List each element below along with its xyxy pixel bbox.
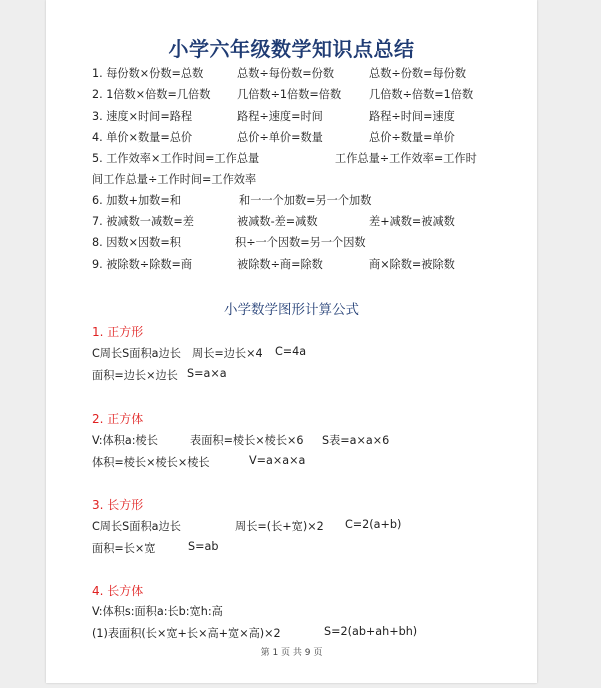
formula-text: (1)表面积(长×宽+长×高+宽×高)×2	[92, 627, 281, 640]
section-line	[92, 518, 512, 534]
section-heading: 4. 长方体	[92, 584, 144, 598]
formula-text: 总数÷份数=每份数	[369, 67, 467, 80]
formula-text: 周长=(长+宽)×2	[235, 520, 324, 533]
formula-text: 几倍数÷倍数=1倍数	[369, 88, 474, 101]
formula-text: V:体积s:面积a:长b:宽h:高	[92, 605, 223, 618]
formula-text: 1. 每份数×份数=总数	[92, 67, 204, 80]
formula-text: 总数÷每份数=份数	[237, 67, 335, 80]
formula-text: S表=a×a×6	[322, 434, 390, 447]
section-line	[92, 345, 512, 361]
formula-text: 体积=棱长×棱长×棱长	[92, 456, 210, 469]
formula-text: S=ab	[188, 540, 219, 553]
formula-text: 面积=长×宽	[92, 542, 156, 555]
section-line	[92, 432, 512, 448]
formula-text: 6. 加数+加数=和	[92, 194, 181, 207]
formula-text: C周长S面积a边长	[92, 347, 181, 360]
formula-text: 间工作总量÷工作时间=工作效率	[92, 173, 257, 186]
formula-text: 9. 被除数÷除数=商	[92, 258, 193, 271]
formula-text: 几倍数÷1倍数=倍数	[237, 88, 342, 101]
formula-text: 被减数-差=减数	[237, 215, 318, 228]
section-line	[92, 367, 512, 383]
formula-text: 差+减数=被减数	[369, 215, 455, 228]
formula-text: 商×除数=被除数	[369, 258, 455, 271]
document-page	[46, 0, 537, 683]
section-heading: 3. 长方形	[92, 498, 144, 512]
page-title: 小学六年级数学知识点总结	[168, 37, 415, 61]
page-footer: 第 1 页 共 9 页	[260, 648, 323, 658]
section-heading: 1. 正方形	[92, 325, 144, 339]
formula-text: 和一一个加数=另一个加数	[239, 194, 372, 207]
formula-text: 路程÷速度=时间	[237, 110, 323, 123]
formula-text: 表面积=棱长×棱长×6	[190, 434, 304, 447]
formula-text: 7. 被减数一减数=差	[92, 215, 194, 228]
formula-text: 3. 速度×时间=路程	[92, 110, 193, 123]
formula-text: V=a×a×a	[249, 454, 306, 467]
formula-text: 积÷一个因数=另一个因数	[235, 236, 366, 249]
formula-text: V:体积a:棱长	[92, 434, 158, 447]
section-line	[92, 625, 512, 641]
formula-text: C=2(a+b)	[345, 518, 402, 531]
formula-text: 路程÷时间=速度	[369, 110, 455, 123]
formula-text: 总价÷单价=数量	[237, 131, 323, 144]
formula-text: 工作总量÷工作效率=工作时	[335, 152, 477, 165]
formula-text: 8. 因数×因数=积	[92, 236, 181, 249]
formula-text: 总价÷数量=单价	[369, 131, 455, 144]
formula-text: C周长S面积a边长	[92, 520, 181, 533]
section-line	[92, 603, 512, 619]
section-line	[92, 540, 512, 556]
formula-text: 4. 单价×数量=总价	[92, 131, 193, 144]
section-subtitle: 小学数学图形计算公式	[224, 302, 359, 318]
section-heading: 2. 正方体	[92, 412, 144, 426]
formula-text: 2. 1倍数×倍数=几倍数	[92, 88, 211, 101]
formula-text: S=2(ab+ah+bh)	[324, 625, 418, 638]
section-line	[92, 454, 512, 470]
formula-text: 被除数÷商=除数	[237, 258, 323, 271]
formula-text: C=4a	[275, 345, 307, 358]
formula-text: 面积=边长×边长	[92, 369, 178, 382]
formula-text: S=a×a	[187, 367, 227, 380]
formula-text: 周长=边长×4	[192, 347, 263, 360]
formula-text: 5. 工作效率×工作时间=工作总量	[92, 152, 260, 165]
